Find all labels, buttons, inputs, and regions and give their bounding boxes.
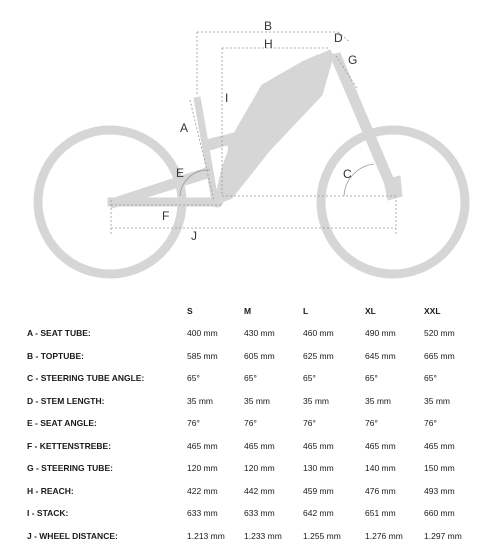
table-cell: 585 mm [187,350,218,361]
label-f: F [162,209,170,223]
table-cell: 493 mm [424,485,455,496]
table-cell: 65° [244,373,257,383]
table-cell: 430 mm [244,328,275,338]
size-header-xl: XL [365,306,376,316]
table-cell: 1.255 mm [303,530,341,541]
table-cell: 400 mm [187,328,218,338]
table-cell: 633 mm [244,508,275,518]
table-cell: 76° [303,418,316,428]
label-a: A [180,121,189,135]
table-cell: 476 mm [365,485,396,496]
table-cell: 35 mm [303,395,329,406]
table-cell: 130 mm [303,463,334,473]
table-row [0,460,504,480]
row-label: A - SEAT TUBE: [27,328,91,338]
table-cell: 460 mm [303,328,334,338]
table-cell: 1.276 mm [365,530,403,541]
row-label: J - WHEEL DISTANCE: [27,530,118,541]
table-cell: 465 mm [303,440,334,451]
table-cell: 665 mm [424,350,455,361]
table-cell: 465 mm [365,440,396,451]
label-d: D [334,31,343,45]
table-cell: 645 mm [365,350,396,361]
table-cell: 1.213 mm [187,530,225,541]
table-row [0,393,504,413]
table-row [0,528,504,548]
row-label: E - SEAT ANGLE: [27,418,97,428]
table-cell: 76° [187,418,200,428]
row-label: F - KETTENSTREBE: [27,440,112,451]
row-label: D - STEM LENGTH: [27,395,105,406]
table-cell: 633 mm [187,508,218,518]
table-cell: 442 mm [244,485,275,496]
label-g: G [348,53,358,67]
table-cell: 1.233 mm [244,530,282,541]
table-cell: 35 mm [424,395,450,406]
table-row [0,370,504,390]
table-cell: 465 mm [244,440,275,451]
table-cell: 150 mm [424,463,455,473]
table-cell: 65° [187,373,200,383]
table-row [0,348,504,368]
label-j: J [191,229,197,243]
size-header-xxl: XXL [424,306,441,316]
size-header-s: S [187,306,193,316]
table-cell: 76° [424,418,437,428]
label-i: I [225,91,229,105]
table-cell: 120 mm [187,463,218,473]
geometry-table [0,300,504,544]
table-cell: 35 mm [187,395,213,406]
table-cell: 459 mm [303,485,334,496]
table-row [0,505,504,525]
size-header-l: L [303,306,309,316]
bike-frame [108,50,402,208]
table-cell: 76° [365,418,378,428]
table-cell: 605 mm [244,350,275,361]
table-cell: 1.297 mm [424,530,462,541]
table-cell: 651 mm [365,508,396,518]
table-cell: 35 mm [365,395,391,406]
table-cell: 65° [303,373,316,383]
table-cell: 120 mm [244,463,275,473]
table-cell: 65° [424,373,437,383]
label-c: C [343,167,352,181]
table-row [0,438,504,458]
front-wheel [321,130,465,274]
row-label: I - STACK: [27,508,69,518]
table-cell: 465 mm [424,440,455,451]
row-label: G - STEERING TUBE: [27,463,113,473]
label-b: B [264,19,273,33]
table-cell: 465 mm [187,440,218,451]
table-cell: 642 mm [303,508,334,518]
table-cell: 65° [365,373,378,383]
size-header-m: M [244,306,252,316]
table-cell: 490 mm [365,328,396,338]
row-label: B - TOPTUBE: [27,350,84,361]
label-h: H [264,37,273,51]
table-row [0,415,504,435]
table-cell: 520 mm [424,328,455,338]
row-label: H - REACH: [27,485,74,496]
label-e: E [176,166,185,180]
table-row [0,483,504,503]
table-row [0,325,504,345]
table-cell: 35 mm [244,395,270,406]
table-cell: 140 mm [365,463,396,473]
table-cell: 76° [244,418,257,428]
row-label: C - STEERING TUBE ANGLE: [27,373,145,383]
table-cell: 625 mm [303,350,334,361]
table-cell: 660 mm [424,508,455,518]
table-cell: 422 mm [187,485,218,496]
